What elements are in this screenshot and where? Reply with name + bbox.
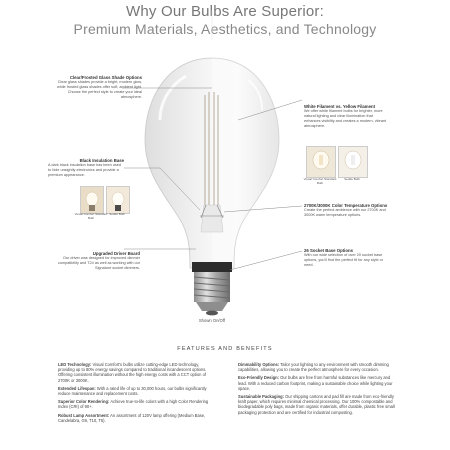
feature-item bbox=[238, 375, 398, 391]
features-right-column bbox=[238, 362, 398, 415]
bulb-thumb-icon bbox=[307, 147, 335, 177]
callout-body: Create the perfect ambience with our 2700K and 3000K warm temperature options. bbox=[304, 208, 386, 217]
callout-title: Clear/Frosted Glass Shade Options bbox=[69, 75, 142, 80]
callout-body: With our wide selection of over 20 socket base options, you'll find the perfect fit for any style or need. bbox=[304, 253, 384, 267]
shown-on-off-caption: Shown On/Off bbox=[198, 318, 226, 323]
feature-title: LED Technology: bbox=[58, 362, 92, 367]
feature-item bbox=[238, 394, 398, 415]
thumb-seddo-bulb-left bbox=[106, 186, 130, 214]
callout-title: Upgraded Driver Board bbox=[92, 251, 140, 256]
feature-item bbox=[238, 362, 398, 372]
feature-title: Extended Lifespan: bbox=[58, 385, 96, 391]
callout-body: We offer white filament bulbs for brighter, more natural lighting and clear illumination that enhances visibility and creates a modern, vibrant atmosphere. bbox=[304, 109, 387, 128]
thumb-label: Seddo Bulb bbox=[109, 212, 125, 216]
thumb-seddo-bulb-right bbox=[338, 146, 368, 178]
callout-insulation-base bbox=[48, 158, 124, 178]
feature-item bbox=[58, 413, 216, 423]
thumb-label: Visual Comfort Standard Bulb bbox=[303, 177, 337, 185]
callout-body: A dark black insulation base has been used to hide unsightly electronics and provide a premium appearance. bbox=[48, 163, 122, 177]
feature-body: With a rated life of up to 30,000 hours, our bulbs significantly reduce maintenance and replacement costs. bbox=[58, 385, 207, 397]
feature-body: Our bulbs are free from harmful substances like mercury and lead. With a reduced carbon footprint, making a sustainable choice while lighting your space. bbox=[238, 375, 393, 391]
callout-driver-board bbox=[56, 251, 140, 271]
page-title: Why Our Bulbs Are Superior: bbox=[126, 3, 324, 20]
callout-filament bbox=[304, 104, 390, 129]
feature-body: An assortment of 120V lamp offering (Medium Base, Candelabra, G9, T10, T5). bbox=[58, 412, 206, 423]
feature-title: Robust Lamp Assortment: bbox=[58, 412, 110, 418]
bulb-thumb-icon bbox=[107, 187, 129, 213]
feature-body: Visual Comfort's bulbs utilize cutting-edge LED technology, providing up to 80% energy savings compared to traditional incandescent options. Offering consistent illumination without the high energy costs with a CCT option of 2700K or 3000K. bbox=[58, 362, 207, 383]
socket-base bbox=[194, 272, 230, 315]
callout-title: 2700K/3000K Color Temperature Options bbox=[304, 203, 388, 208]
features-left-column bbox=[58, 362, 216, 423]
feature-title: Eco-Friendly Design: bbox=[238, 375, 279, 381]
callout-title: Black Insulation Base bbox=[79, 158, 124, 163]
callout-color-temp bbox=[304, 203, 390, 218]
feature-title: Sustainable Packaging: bbox=[238, 394, 284, 400]
thumb-standard-bulb-right bbox=[306, 146, 336, 178]
callout-body: Our driver was designed for improved dimmer compatibility and T24 as well as working with our Signature socket dimmers. bbox=[57, 256, 140, 270]
callout-socket-base bbox=[304, 248, 390, 268]
feature-title: Dimmability Options: bbox=[238, 362, 280, 367]
page-subtitle: Premium Materials, Aesthetics, and Technology bbox=[73, 21, 377, 37]
feature-title: Superior Color Rendering: bbox=[58, 399, 110, 405]
thumb-label: Visual Comfort Standard Bulb bbox=[74, 212, 108, 220]
feature-item bbox=[58, 386, 216, 396]
callout-glass-shade bbox=[56, 75, 142, 100]
feature-body: Our shipping cartons and pad fill are made from eco-friendly kraft paper, which requires minimal chemical processing. Our 100% compostable and biodegradable poly bags, made from organic materials, offer durable, plastic free small packaging protection and are certified for industrial composting. bbox=[238, 394, 395, 415]
bulb-thumb-icon bbox=[81, 187, 103, 213]
thumb-standard-bulb-left bbox=[80, 186, 104, 214]
feature-body: Tailor your lighting to any environment with smooth dimming capabilities, allowing you to create the perfect atmosphere for every occasion. bbox=[238, 362, 389, 373]
callout-title: 26 Socket Base Options bbox=[304, 248, 353, 253]
bulb-thumb-icon bbox=[339, 147, 367, 177]
feature-item bbox=[58, 362, 216, 383]
feature-item bbox=[58, 399, 216, 409]
feature-body: Achieve true-to-life colors with a high Color Rendering Index (CRI) of 90+. bbox=[58, 399, 209, 410]
callout-body: Clear glass shades provide a bright, modern glow, while frosted glass shades offer soft, ambient light. Choose the perfect style to create your ideal atmosphere. bbox=[57, 80, 142, 99]
thumb-label: Seddo Bulb bbox=[344, 177, 360, 181]
features-heading: FEATURES AND BENEFITS bbox=[177, 346, 273, 352]
callout-title: White Filament vs. Yellow Filament bbox=[304, 104, 376, 109]
